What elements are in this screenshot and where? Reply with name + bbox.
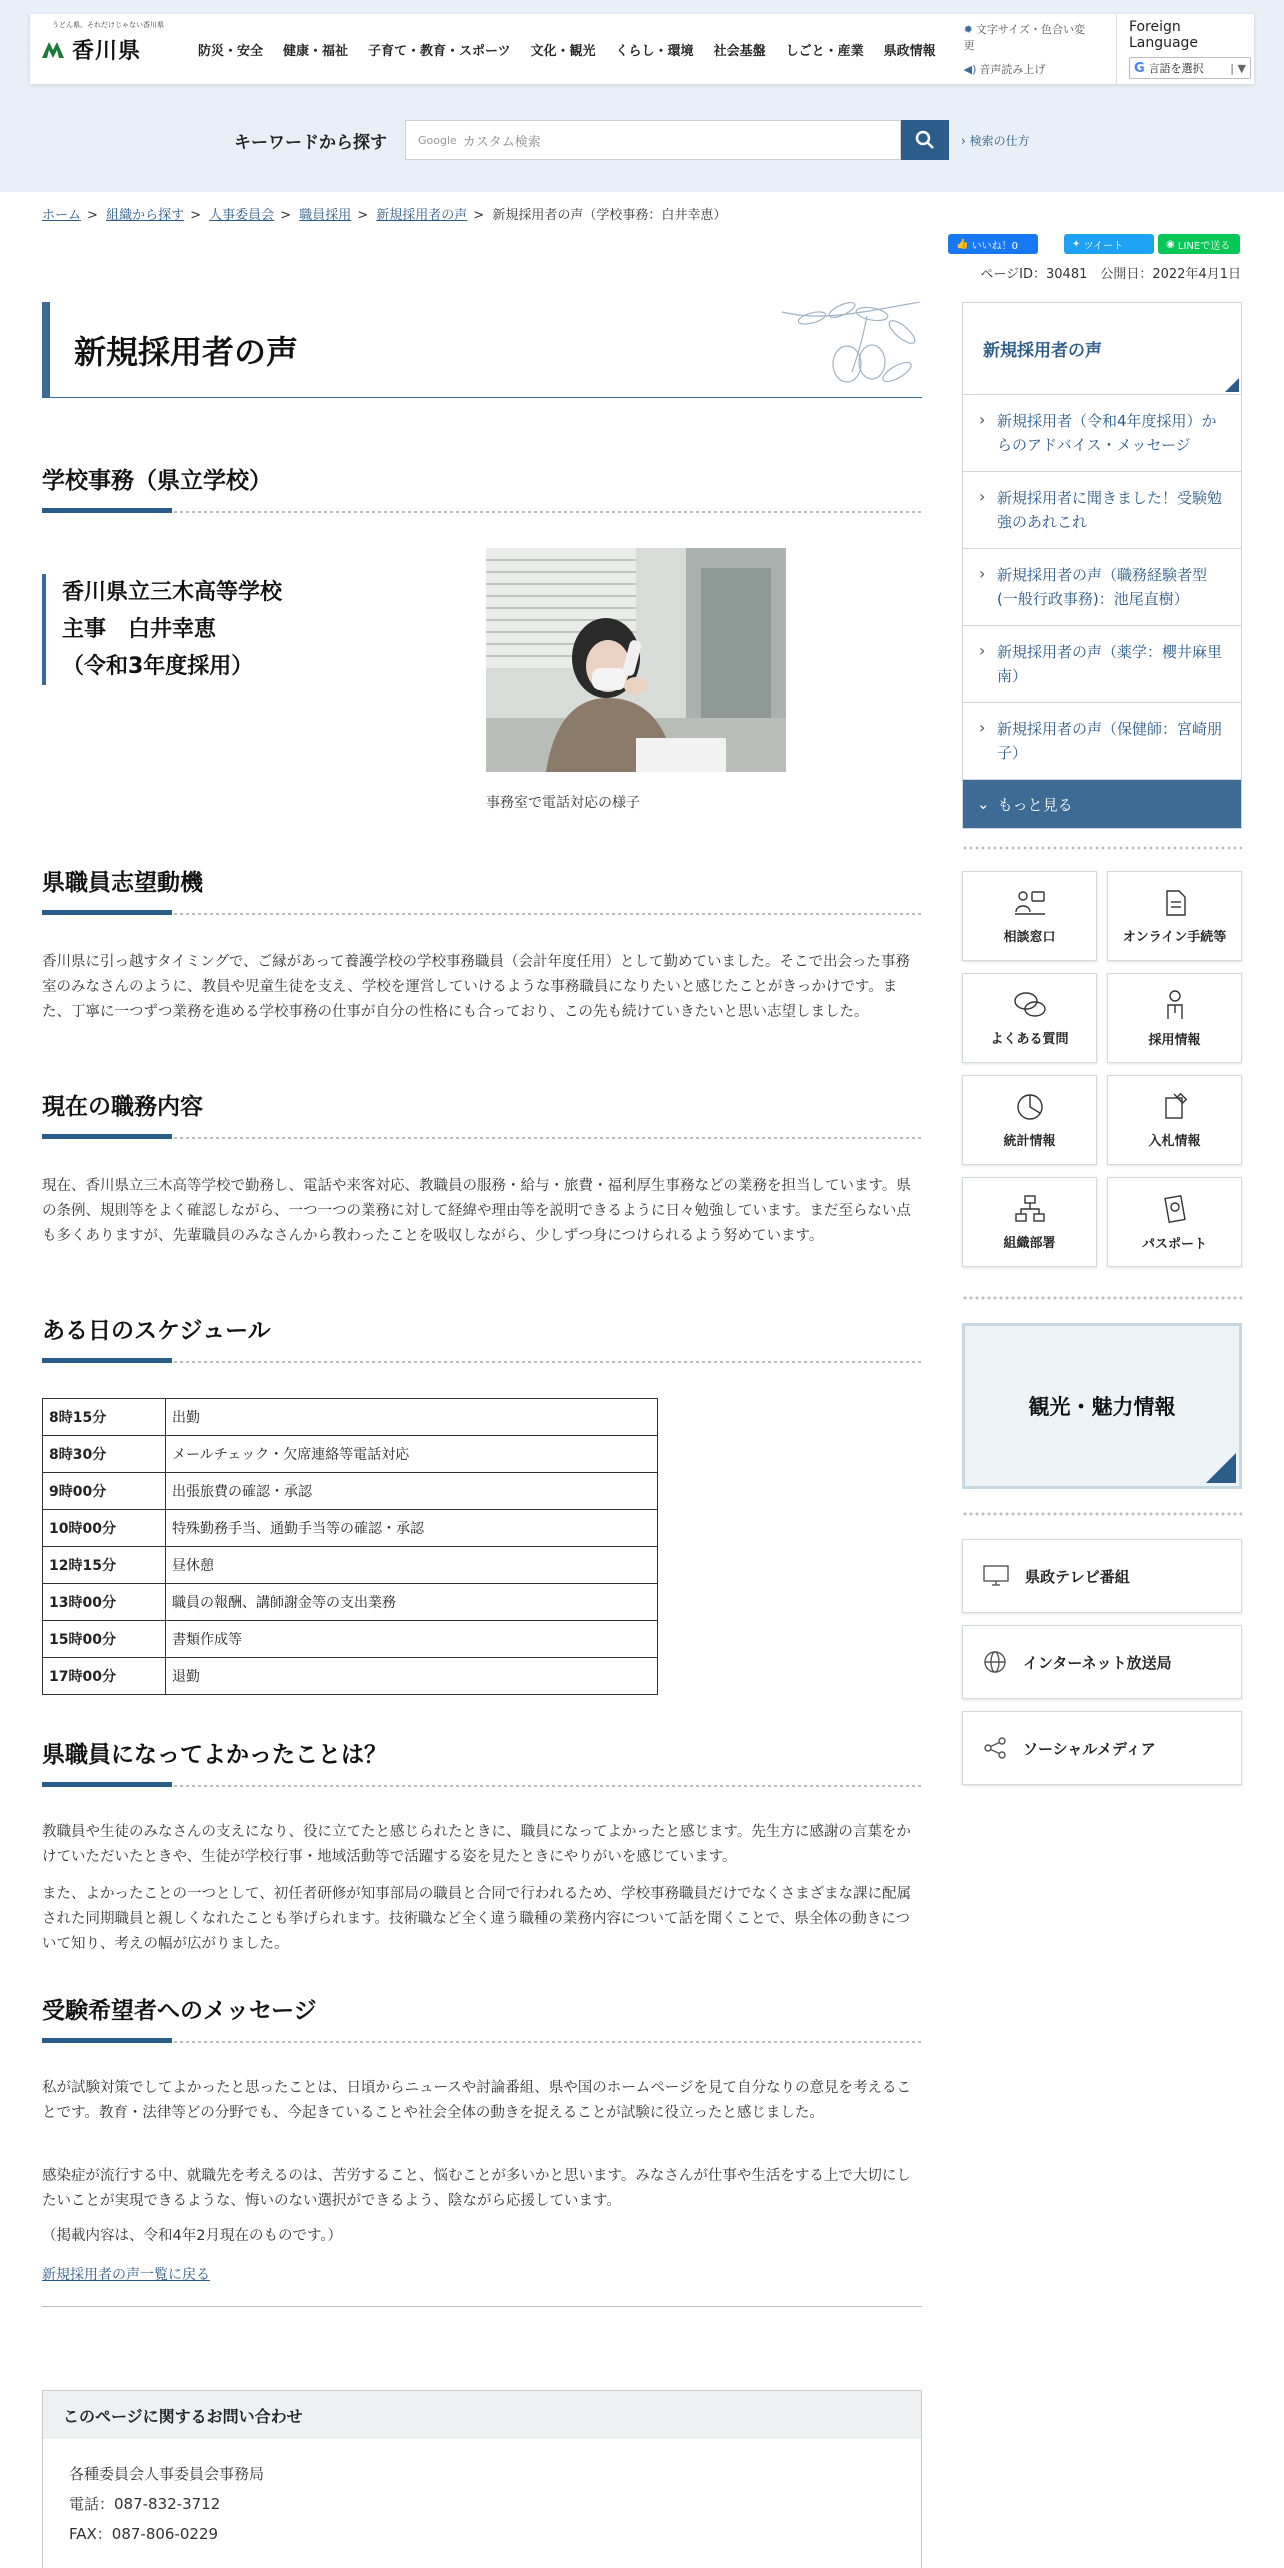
nav-item-shakai[interactable]: 社会基盤	[713, 43, 766, 59]
line-share-button[interactable]: ◉ LINEで送る	[1158, 234, 1240, 254]
tile-faq[interactable]: よくある質問	[962, 973, 1097, 1063]
duties-text: 現在、香川県立三木高等学校で勤務し、電話や来客対応、教職員の服務・給与・旅費・福利厚生事務などの業務を担当しています。県の条例、規則等をよく確認しながら、一つ一つの業務に対して経緯や理由等を説明できるように日々勉強しています。まだ至らない点も多くありますが、先輩職員のみなさんから教わったことを吸収しながら、少しずつ身につけられるよう努めています。	[42, 1178, 911, 1244]
good-things-text-2: また、よかったことの一つとして、初任者研修が知事部局の職員と合同で行われるため、学校事務職員だけでなくさまざまな課に配属された同期職員と親しくなれたことも挙げられます。技術職など全く違う職種の業務内容について話を聞くことで、県全体の動きについて知り、考えの幅が広がりました。	[42, 1886, 912, 1952]
keyword-search	[234, 120, 1030, 160]
gear-icon: ✹	[963, 23, 973, 36]
breadcrumb-jinji[interactable]: 人事委員会	[209, 208, 275, 223]
contact-fax: FAX：087-806-0229	[69, 2525, 219, 2543]
media-links	[962, 1539, 1242, 1785]
side-menu-item[interactable]: › 新規採用者の声（薬学：櫻井麻里南）	[963, 626, 1241, 703]
dotted-divider	[962, 845, 1242, 851]
table-row: 10時00分 特殊勤務手当、通勤手当等の確認・承認	[43, 1510, 658, 1547]
search-button[interactable]	[901, 120, 949, 160]
nav-item-kosodate[interactable]: 子育て・教育・スポーツ	[368, 43, 511, 59]
tile-statistics[interactable]: 統計情報	[962, 1075, 1097, 1165]
social-media-link[interactable]: ソーシャルメディア	[962, 1711, 1242, 1785]
breadcrumb: ホーム > 組織から探す > 人事委員会 > 職員採用 > 新規採用者の声 > 新規採用者の声（学校事務：白井幸恵）	[42, 208, 727, 223]
utility-links	[964, 21, 1094, 77]
google-icon: G	[1133, 60, 1145, 76]
organization-icon	[1014, 1194, 1046, 1224]
nav-item-bousai[interactable]: 防災・安全	[198, 43, 264, 59]
tile-bidding[interactable]: 入札情報	[1107, 1075, 1242, 1165]
table-row: 15時00分 書類作成等	[43, 1621, 658, 1658]
divider	[42, 2306, 922, 2307]
breadcrumb-voices[interactable]: 新規採用者の声	[376, 208, 468, 223]
site-header	[30, 14, 1254, 84]
site-logo[interactable]	[30, 20, 168, 65]
foreign-language	[1116, 14, 1254, 84]
staff-photo	[486, 548, 786, 772]
tile-organization[interactable]: 組織部署	[962, 1177, 1097, 1267]
motivation-text: 香川県に引っ越すタイミングで、ご縁があって養護学校の学校事務職員（会計年度任用）として勤めていました。そこで出会った事務室のみなさんのように、教員や児童生徒を支え、学校を運営していけるような事務職員になりたいと感じたことがきっかけです。また、丁寧に一つずつ業務を進める学校事務の仕事が自分の性格にも合っており、この先も続けていきたいと思い志望しました。	[42, 954, 910, 1020]
table-row: 9時00分 出張旅費の確認・承認	[43, 1473, 658, 1510]
tile-passport[interactable]: パスポート	[1107, 1177, 1242, 1267]
breadcrumb-organization[interactable]: 組織から探す	[106, 208, 185, 223]
search-brand: Google	[418, 133, 457, 147]
section-title-school-office: 学校事務（県立学校）	[42, 462, 272, 513]
schedule-table	[42, 1398, 658, 1695]
recruitment-icon	[1160, 989, 1190, 1021]
tile-online-procedure[interactable]: オンライン手続等	[1107, 871, 1242, 961]
side-menu-item[interactable]: › 新規採用者（令和4年度採用）からのアドバイス・メッセージ	[963, 395, 1241, 472]
dotted-divider	[962, 1511, 1242, 1517]
main-content	[42, 302, 922, 2543]
nav-item-kensei[interactable]: 県政情報	[883, 43, 936, 59]
logo-tagline: うどん県。それだけじゃない香川県	[52, 20, 164, 29]
message-text-1: 私が試験対策でしてよかったと思ったことは、日頃からニュースや討論番組、県や国のホームページを見て自分なりの意見を考えることです。教育・法律等どの分野でも、今起きていることや社会全体の動きを捉えることが試験に役立ったと感じました。	[42, 2080, 911, 2121]
section-title-duties: 現在の職務内容	[42, 1088, 203, 1139]
tile-consultation[interactable]: 相談窓口	[962, 871, 1097, 961]
thumbs-up-icon: 👍	[956, 238, 972, 250]
section-title-schedule: ある日のスケジュール	[42, 1312, 271, 1363]
sidebar	[962, 302, 1242, 1785]
good-things-text-1: 教職員や生徒のみなさんの支えになり、役に立てたと感じられたときに、職員になってよかったと感じます。先生方に感謝の言葉をかけていただいたときや、生徒が学校行事・地域活動等で活躍する姿を見たときにやりがいを感じています。	[42, 1824, 911, 1865]
olive-decoration-icon	[772, 302, 922, 394]
dotted-divider	[962, 1295, 1242, 1301]
side-menu	[962, 302, 1242, 829]
globe-icon	[983, 1650, 1007, 1674]
tweet-button[interactable]: ✦ ツイート	[1064, 234, 1154, 254]
internet-broadcast-link[interactable]: インターネット放送局	[962, 1625, 1242, 1699]
tile-recruitment[interactable]: 採用情報	[1107, 973, 1242, 1063]
breadcrumb-current: 新規採用者の声（学校事務：白井幸恵）	[492, 208, 727, 223]
dropdown-arrow-icon: | ▼	[1230, 61, 1246, 75]
nav-item-shigoto[interactable]: しごと・産業	[785, 43, 864, 59]
statistics-icon	[1015, 1092, 1045, 1122]
global-nav	[188, 40, 946, 59]
contact-box	[42, 2390, 922, 2568]
social-buttons	[948, 234, 1240, 254]
kagawa-logo-icon	[40, 36, 66, 62]
search-input[interactable]	[405, 120, 901, 160]
bidding-icon	[1160, 1092, 1190, 1122]
contact-title: このページに関するお問い合わせ	[43, 2391, 921, 2439]
foreign-language-title: Foreign Language	[1128, 19, 1199, 51]
nav-item-bunka[interactable]: 文化・観光	[530, 43, 596, 59]
breadcrumb-home[interactable]: ホーム	[42, 208, 82, 223]
profile-title: 香川県立三木高等学校 主事 白井幸恵 （令和3年度採用）	[42, 574, 282, 685]
page-title: 新規採用者の声	[74, 332, 299, 371]
table-row: 17時00分 退勤	[43, 1658, 658, 1695]
back-to-list-link[interactable]: 新規採用者の声一覧に戻る	[42, 2267, 210, 2283]
publication-note: （掲載内容は、令和4年2月現在のものです。）	[42, 2228, 343, 2244]
search-label: キーワードから探す	[234, 132, 387, 153]
tv-icon	[983, 1565, 1009, 1587]
chevron-down-icon: ⌄	[977, 795, 990, 813]
search-icon	[915, 130, 935, 150]
table-row: 8時30分 メールチェック・欠席連絡等電話対応	[43, 1436, 658, 1473]
side-menu-item[interactable]: › 新規採用者に聞きました！受験勉強のあれこれ	[963, 472, 1241, 549]
side-menu-item[interactable]: › 新規採用者の声（保健師：宮崎朋子）	[963, 703, 1241, 780]
table-row: 13時00分 職員の報酬、講師謝金等の支出業務	[43, 1584, 658, 1621]
message-text-2: 感染症が流行する中、就職先を考えるのは、苦労すること、悩むことが多いかと思います。みなさんが仕事や生活をする上で大切にしたいことが実現できるような、悔いのない選択ができるよう、陰ながら応援しています。	[42, 2168, 911, 2209]
tv-program-link[interactable]: 県政テレビ番組	[962, 1539, 1242, 1613]
breadcrumb-saiyo[interactable]: 職員採用	[299, 208, 352, 223]
speaker-icon: ◀)	[963, 63, 977, 76]
staff-on-phone-photo	[486, 548, 786, 772]
search-placeholder: カスタム検索	[462, 134, 541, 150]
contact-phone: 電話：087-832-3712	[69, 2495, 221, 2513]
quick-links-grid	[962, 871, 1242, 1267]
show-more-button[interactable]: ⌄ もっと見る	[963, 780, 1241, 828]
nav-item-kenko[interactable]: 健康・福祉	[283, 43, 349, 59]
side-menu-title[interactable]: 新規採用者の声	[963, 303, 1241, 395]
contact-body	[43, 2439, 921, 2568]
nav-item-kurashi[interactable]: くらし・環境	[615, 43, 694, 59]
share-icon	[983, 1736, 1007, 1760]
line-icon: ◉	[1166, 238, 1178, 250]
passport-icon	[1160, 1193, 1190, 1225]
photo-caption: 事務室で電話対応の様子	[486, 795, 640, 811]
faq-icon	[1013, 990, 1047, 1020]
section-title-good-things: 県職員になってよかったことは？	[42, 1736, 387, 1787]
font-size-link[interactable]: ✹ 文字サイズ・色合い変更	[963, 23, 1085, 52]
voice-read-link[interactable]: ◀) 音声読み上げ	[963, 63, 1046, 76]
table-row: 8時15分 出勤	[43, 1399, 658, 1436]
online-procedure-icon	[1160, 888, 1190, 918]
facebook-like-button[interactable]: 👍 いいね！0	[948, 234, 1038, 254]
bird-icon: ✦	[1072, 238, 1084, 250]
language-select[interactable]: G 言語を選択 | ▼	[1129, 57, 1251, 79]
side-menu-item[interactable]: › 新規採用者の声（職務経験者型(一般行政事務)：池尾直樹）	[963, 549, 1241, 626]
page-meta: ページID：30481 公開日：2022年4月1日	[980, 267, 1241, 282]
section-title-motivation: 県職員志望動機	[42, 864, 203, 915]
contact-office: 各種委員会人事委員会事務局	[69, 2465, 265, 2483]
tourism-banner[interactable]	[962, 1323, 1242, 1489]
tourism-banner-label: 観光・魅力情報	[1028, 1395, 1176, 1419]
consultation-icon	[1013, 888, 1047, 918]
section-title-message: 受験希望者へのメッセージ	[42, 1992, 317, 2043]
page-title-box	[42, 302, 922, 398]
search-how-link[interactable]: › 検索の仕方	[961, 133, 1030, 148]
table-row: 12時15分 昼休憩	[43, 1547, 658, 1584]
logo-name: 香川県	[72, 38, 142, 64]
